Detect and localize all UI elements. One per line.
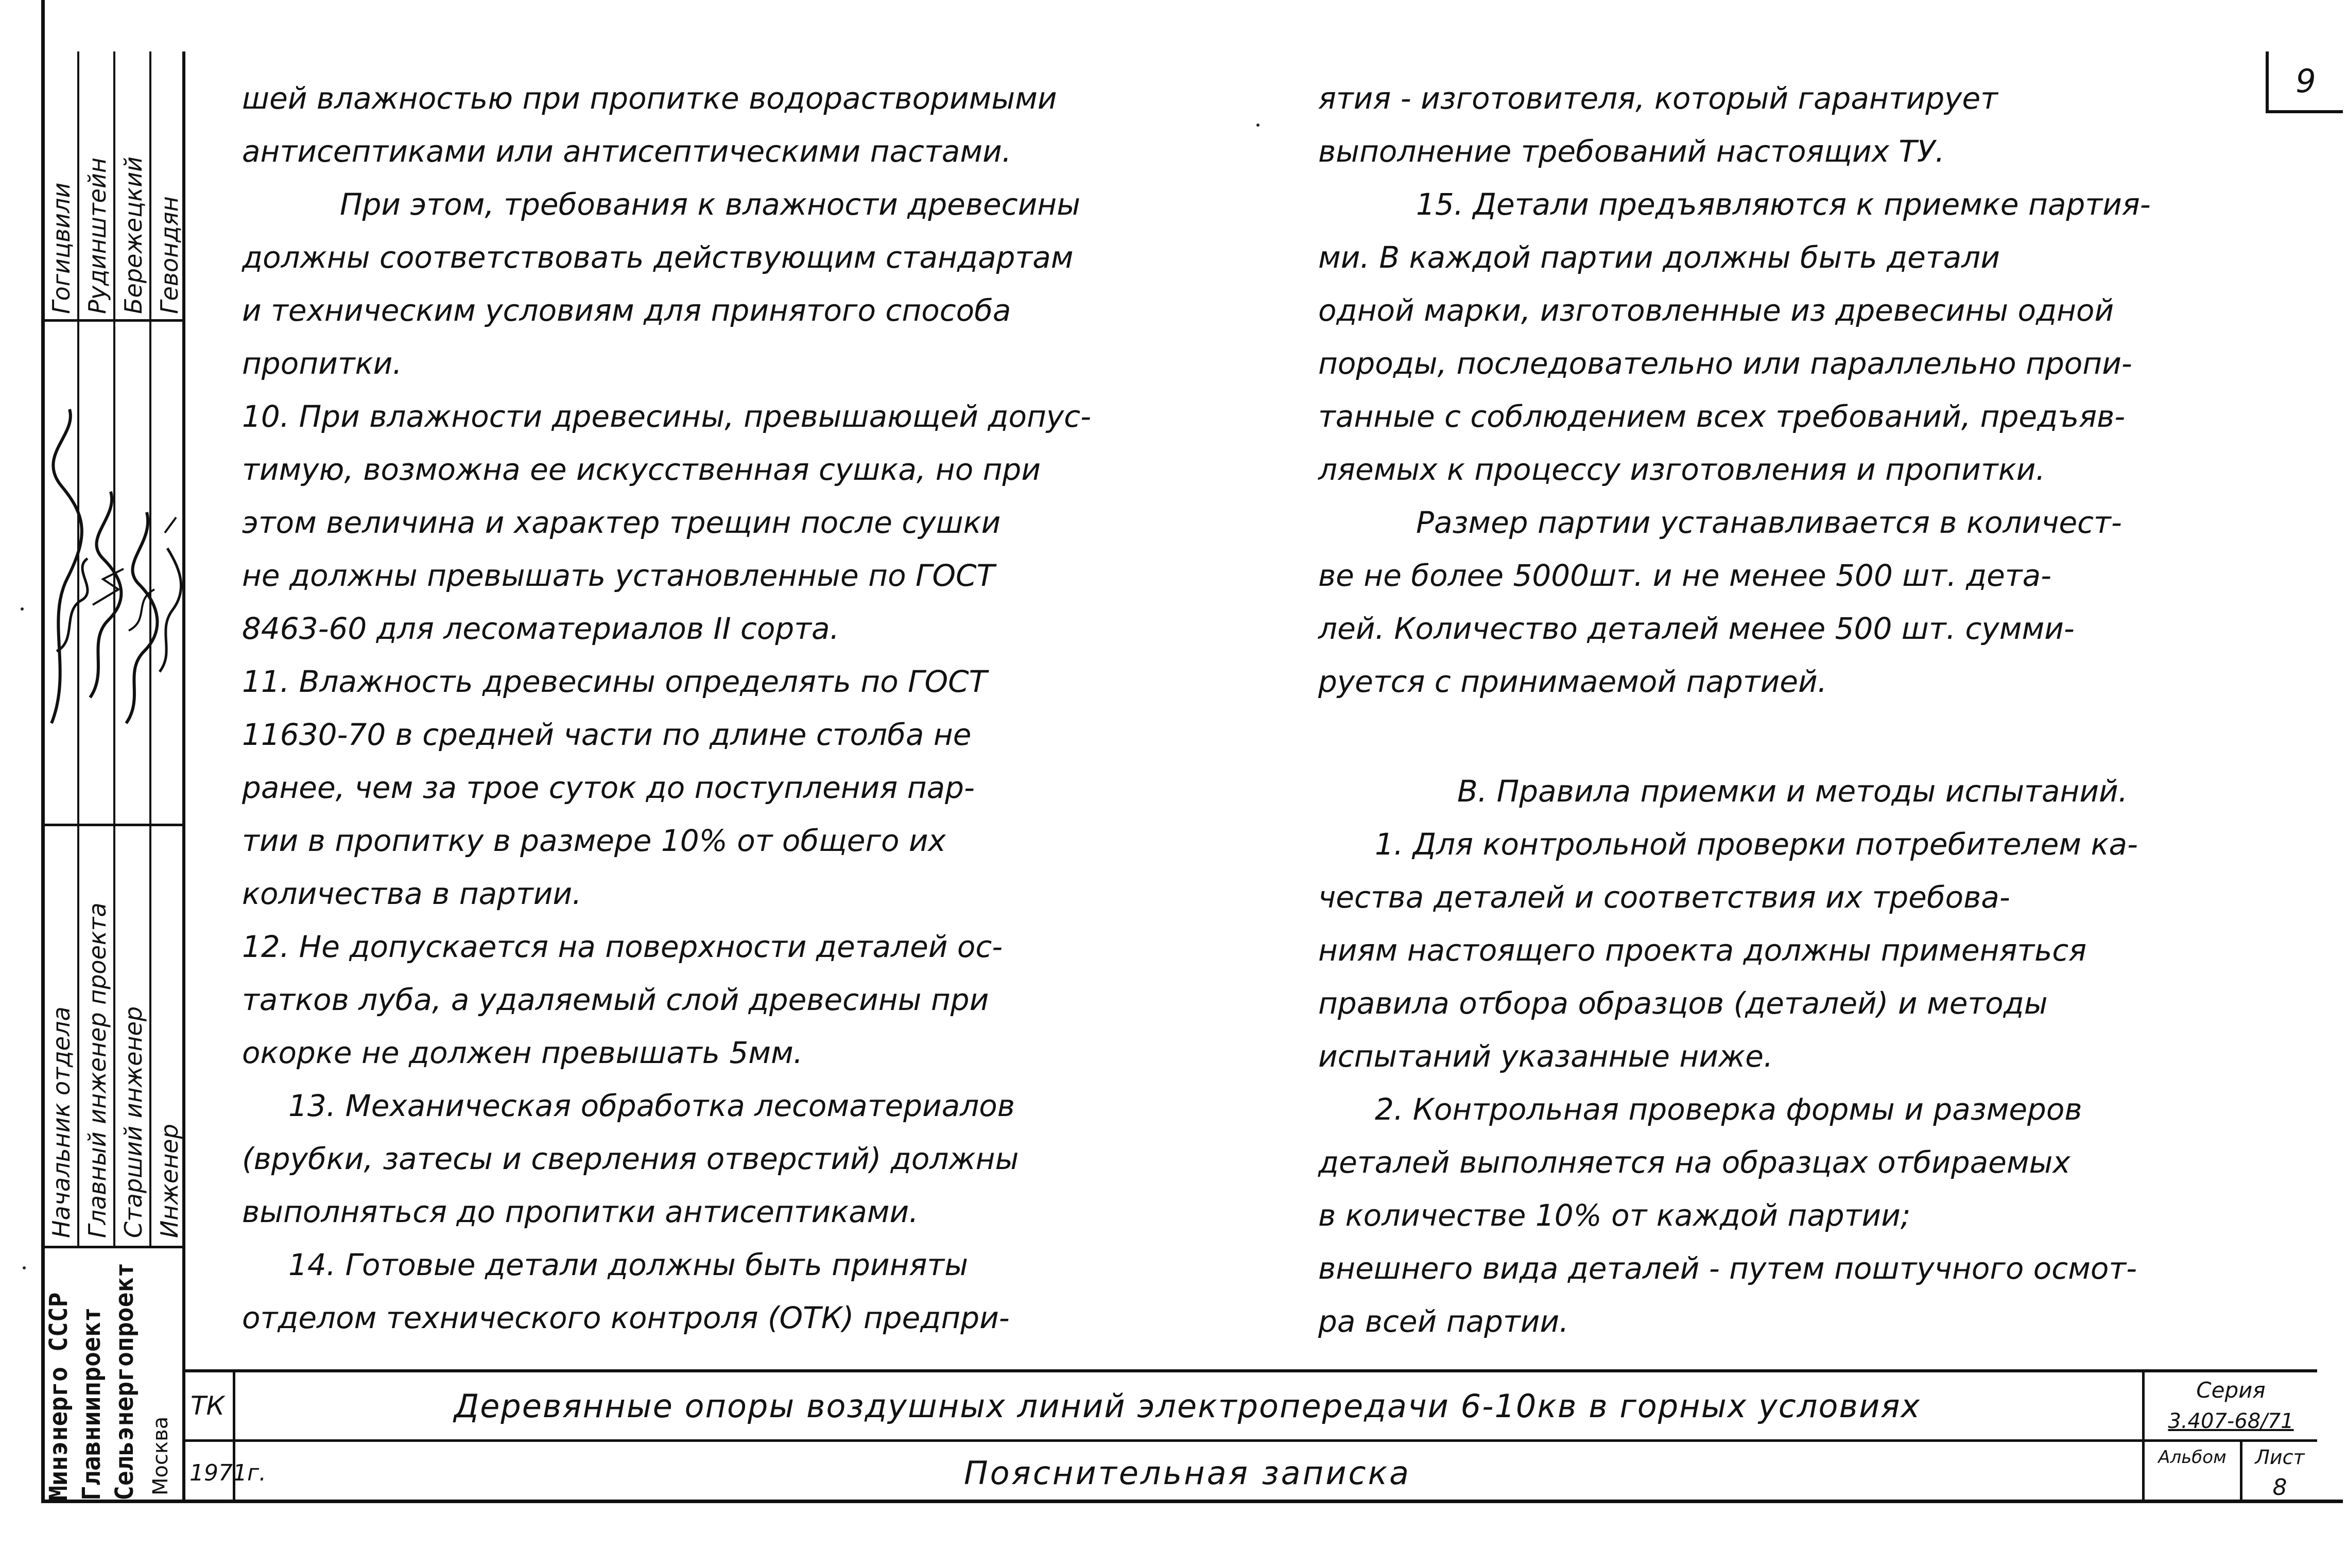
right-line: деталей выполняется на образцах отбираемых (1318, 1145, 2070, 1180)
role-3: Старший инженер (119, 1006, 147, 1238)
title-block-year: 1971г. (189, 1459, 267, 1486)
right-line: лей. Количество деталей менее 500 шт. сумми- (1318, 611, 2075, 646)
left-line: не должны превышать установленные по ГОСТ (242, 558, 995, 593)
left-line: татков луба, а удаляемый слой древесины при (242, 982, 989, 1017)
right-line: выполнение требований настоящих ТУ. (1318, 134, 1945, 169)
section-heading: В. Правила приемки и методы испытаний. (1457, 774, 2128, 809)
role-1: Начальник отдела (47, 1006, 75, 1238)
left-line: 10. При влажности древесины, превышающей допус- (242, 399, 1092, 434)
role-2: Главный инженер проекта (83, 902, 111, 1238)
organization-cell (41, 1246, 182, 1503)
right-line: одной марки, изготовленные из древесины одной (1318, 293, 2114, 328)
roles-cell (41, 824, 182, 1246)
scan-speck (21, 607, 24, 611)
left-line: тии в пропитку в размере 10% от общего их (242, 823, 946, 858)
left-line: шей влажностью при пропитке водорастворимыми (242, 81, 1057, 116)
right-line: ляемых к процессу изготовления и пропитки. (1318, 452, 2045, 487)
left-line: антисептиками или антисептическими пастами. (242, 134, 1012, 169)
left-line: ранее, чем за трое суток до поступления пар- (242, 770, 975, 805)
sheet-label: Лист (2255, 1446, 2305, 1469)
right-line: ра всей партии. (1318, 1304, 1569, 1339)
left-line: (врубки, затесы и сверления отверстий) должны (242, 1141, 1019, 1176)
left-line: 12. Не допускается на поверхности деталей ос- (242, 929, 1003, 964)
right-line: ве не более 5000шт. и не менее 500 шт. дета- (1318, 558, 2052, 593)
side-stamp (41, 51, 185, 1503)
left-line: 8463-60 для лесоматериалов II сорта. (242, 611, 839, 646)
document-subtitle: Пояснительная записка (963, 1454, 1411, 1492)
signatures-cell (41, 319, 182, 824)
right-line: испытаний указанные ниже. (1318, 1039, 1773, 1074)
org-city: Москва (149, 1416, 172, 1495)
album-label: Альбом (2158, 1447, 2227, 1468)
org-line-3: Сельэнергопроект (110, 1262, 139, 1501)
series-label: Серия (2196, 1377, 2266, 1403)
right-text-column (1318, 72, 2266, 1348)
right-line: руется с принимаемой партией. (1318, 664, 1827, 699)
names-cell (41, 51, 182, 319)
right-line: в количестве 10% от каждой партии; (1318, 1198, 1911, 1233)
name-4: Гевондян (156, 196, 183, 314)
left-line: 11. Влажность древесины определять по ГОСТ (242, 664, 988, 699)
title-block (185, 1369, 2317, 1503)
sheet-number: 8 (2272, 1474, 2287, 1501)
right-line: 1. Для контрольной проверки потребителем ка- (1375, 827, 2138, 862)
right-line: ниям настоящего проекта должны применяться (1318, 933, 2087, 968)
right-line: ми. В каждой партии должны быть детали (1318, 240, 2000, 275)
left-line: При этом, требования к влажности древесины (340, 187, 1080, 222)
left-line: выполняться до пропитки антисептиками. (242, 1194, 919, 1229)
left-line: отделом технического контроля (ОТК) предпри- (242, 1300, 1010, 1335)
left-text-column (242, 72, 1262, 1345)
page-number: 9 (2266, 51, 2343, 113)
scan-speck (1256, 124, 1259, 127)
left-line: должны соответствовать действующим стандартам (242, 240, 1074, 275)
org-line-2: Главниипроект (77, 1307, 106, 1501)
left-line: 13. Механическая обработка лесоматериалов (288, 1088, 1015, 1123)
right-line: правила отбора образцов (деталей) и методы (1318, 986, 2048, 1021)
right-line: 15. Детали предъявляются к приемке партия- (1416, 187, 2151, 222)
right-line: внешнего вида деталей - путем поштучного осмот- (1318, 1251, 2137, 1286)
right-line: чества деталей и соответствия их требова- (1318, 880, 2010, 915)
left-line: количества в партии. (242, 876, 582, 911)
left-line: 14. Готовые детали должны быть приняты (288, 1247, 969, 1282)
title-block-code: ТК (191, 1391, 225, 1421)
right-line: танные с соблюдением всех требований, предъяв- (1318, 399, 2126, 434)
left-line: этом величина и характер трещин после сушки (242, 505, 1001, 540)
left-line: тимую, возможна ее искусственная сушка, но при (242, 452, 1041, 487)
name-3: Бережецкий (119, 156, 147, 314)
scan-speck (23, 1266, 26, 1269)
right-line: ятия - изготовителя, который гарантирует (1318, 81, 1998, 116)
document-title: Деревянные опоры воздушных линий электропередачи 6-10кв в горных условиях (454, 1387, 1921, 1425)
org-line-1: Минэнерго СССР (44, 1292, 73, 1501)
series-value: 3.407-68/71 (2168, 1409, 2294, 1433)
left-line: и техническим условиям для принятого способа (242, 293, 1011, 328)
left-line: 11630-70 в средней части по длине столба не (242, 717, 972, 752)
right-line: Размер партии устанавливается в количест- (1416, 505, 2122, 540)
right-line: 2. Контрольная проверка формы и размеров (1375, 1092, 2082, 1127)
left-line: окорке не должен превышать 5мм. (242, 1035, 803, 1070)
name-1: Гогицвили (47, 182, 75, 314)
left-line: пропитки. (242, 346, 402, 381)
role-4: Инженер (156, 1124, 183, 1238)
signatures-image (41, 363, 185, 775)
right-line: породы, последовательно или параллельно пропи- (1318, 346, 2132, 381)
name-2: Рудинштейн (83, 158, 111, 314)
